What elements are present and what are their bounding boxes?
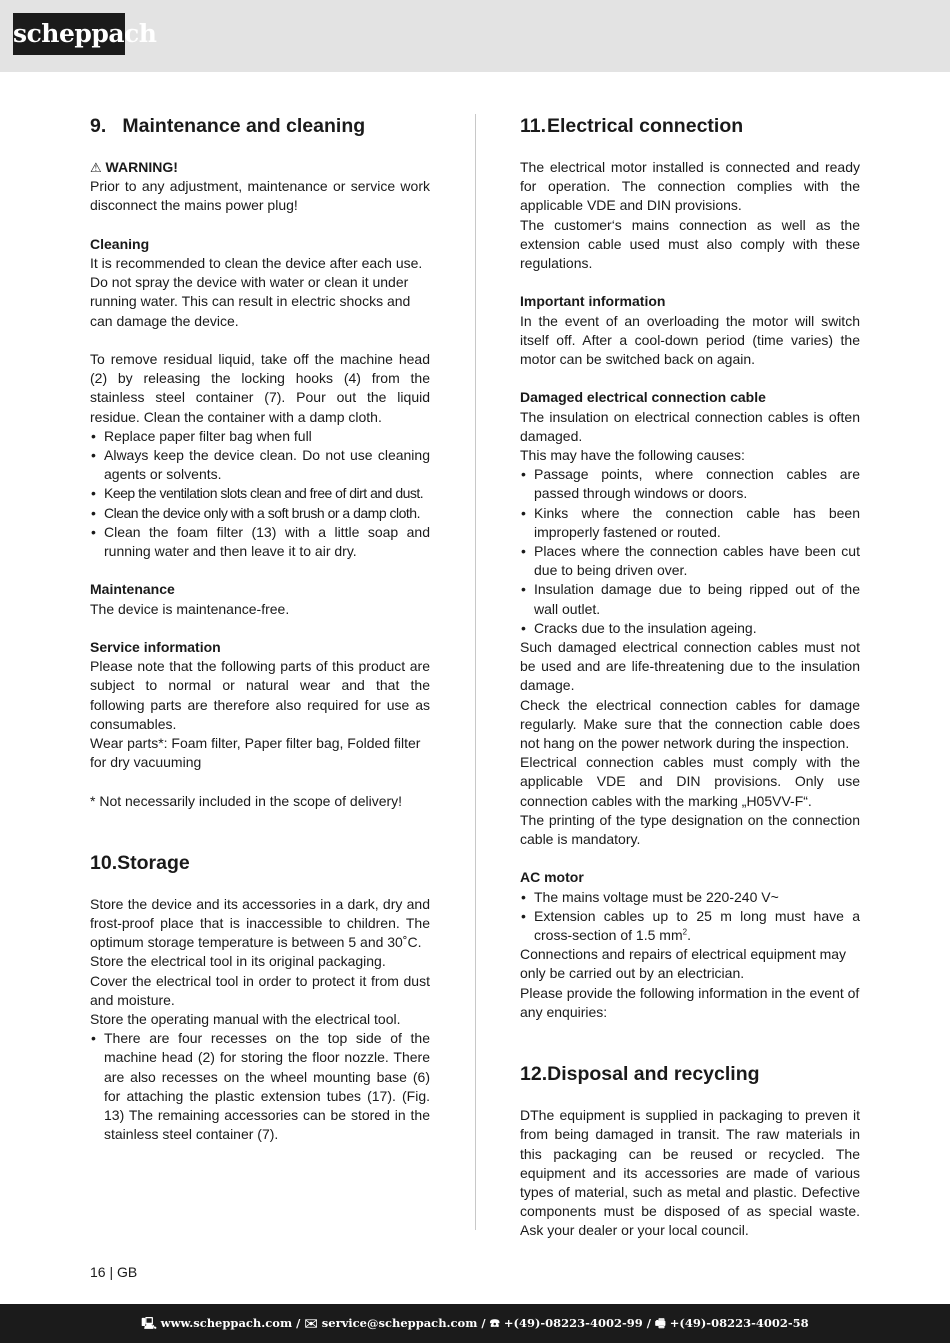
section-12-heading: 12.Disposal and recycling [520,1063,760,1086]
damaged-text-5: Electrical connection cables must comply with the applicable VDE and DIN provisions. Only use connection cables with the marking „H05VV-F“. [520,754,860,809]
list-item: • Places where the connection cables have been cut due to being driven over. [520,542,860,580]
footnote: * Not necessarily included in the scope of delivery! [90,792,403,809]
list-item: • Always keep the device clean. Do not use cleaning agents or solvents. [90,446,430,484]
important-text: In the event of an overloading the motor will switch itself off. After a cool-down period (time varies) the motor can be switched back on again. [520,312,860,368]
important-heading: Important information [520,293,666,310]
damaged-cable-heading: Damaged electrical connection cable [520,389,766,406]
list-item: • There are four recesses on the top side of the machine head (2) for storing the floor nozzle. There are also recesses on the wheel mounting base (6) for attaching the plastic extension tubes (17). (Fig. 13) The remaining accessories can be stored in the stainless steel container (7). [90,1029,430,1144]
damaged-text-2: This may have the following causes: [520,447,745,464]
damaged-text-6: The printing of the type designation on the connection cable is mandatory. [520,811,860,848]
residual-text: To remove residual liquid, take off the machine head (2) by releasing the locking hooks (4) from the stainless steel container (7). Pour out the liquid residue. Clean the container with a damp cloth. [90,351,430,425]
electrical-text-2: The customer‘s mains connection as well as the extension cable used must also comply with these regulations. [520,216,860,272]
section-11-heading: 11.Electrical connection [520,115,744,137]
page-header [0,0,950,72]
section-10-heading: 10.Storage [90,851,190,874]
disposal-text: DThe equipment is supplied in packaging to preven it from being damaged in transit. The raw materials in this packaging can be reused or recycled. The equipment and its accessories are made of various types of material, such as metal and plastic. Defective components must be disposed of as special waste. Ask your dealer or your local council. [520,1107,860,1239]
ac-motor-heading: AC motor [520,869,584,886]
warning-text: Prior to any adjustment, maintenance or service work disconnect the mains power plug! [90,178,430,214]
list-item: • Passage points, where connection cables are passed through windows or doors. [520,465,860,503]
column-divider [475,114,476,1230]
list-item: • Clean the foam filter (13) with a little soap and running water and then leave it to air dry. [90,523,430,561]
storage-text-4: Store the operating manual with the electrical tool. [90,1011,401,1028]
scheppach-logo: scheppach [13,13,125,55]
damaged-text-1: The insulation on electrical connection cables is often damaged. [520,408,860,444]
damaged-text-3: Such damaged electrical connection cables must not be used and are life-threatening due to the insulation damage. [520,639,860,694]
damaged-text-4: Check the electrical connection cables for damage regularly. Make sure that the connection cable does not hang on the power network during the inspection. [520,696,860,752]
cleaning-text: It is recommended to clean the device after each use. Do not spray the device with water or clean it under running water. This can result in electric shocks and can damage the device. [90,255,423,329]
wear-parts-text: Wear parts*: Foam filter, Paper filter bag, Folded filter for dry vacuuming [90,735,421,771]
storage-bullets [90,1029,430,1144]
warning-heading: ⚠ WARNING! [90,159,178,175]
page-number: 16 | GB [90,1264,138,1280]
cleaning-heading: Cleaning [90,235,150,252]
list-item: • Extension cables up to 25 m long must have a cross-section of 1.5 $mm^2$. [520,907,860,945]
warning-icon: ⚠ [90,160,102,175]
list-item: • Keep the ventilation slots clean and free of dirt and dust. [90,484,430,503]
ac-text-1: Connections and repairs of electrical equipment may only be carried out by an electrician. [520,946,847,982]
contact-footer: 🖳 www.scheppach.com / ✉ service@scheppach.com / ☎ +(49)-08223-4002-99 / 🖷 +(49)-08223-4002-58 [0,1304,950,1343]
list-item: • Cracks due to the insulation ageing. [520,619,860,638]
maintenance-text: The device is maintenance-free. [90,600,290,617]
storage-text-2: Store the electrical tool in its original packaging. [90,953,386,970]
list-item: • Kinks where the connection cable has been improperly fastened or routed. [520,504,860,542]
ac-text-2: Please provide the following information in the event of any enquiries: [520,984,860,1020]
left-column [90,112,430,1144]
list-item: • Replace paper filter bag when full [90,427,430,446]
causes-bullets [520,465,860,638]
right-column [520,112,860,1241]
ac-motor-bullets [520,888,860,946]
section-9-heading: 9. Maintenance and cleaning [90,115,366,137]
storage-text-3: Cover the electrical tool in order to protect it from dust and moisture. [90,972,430,1008]
cleaning-bullets [90,427,430,561]
maintenance-heading: Maintenance [90,581,175,598]
list-item: • Insulation damage due to being ripped out of the wall outlet. [520,580,860,618]
list-item: • Clean the device only with a soft brush or a damp cloth. [90,504,430,523]
list-item: • The mains voltage must be 220-240 V~ [520,888,860,907]
service-heading: Service information [90,639,221,656]
electrical-text-1: The electrical motor installed is connected and ready for operation. The connection complies with the applicable VDE and DIN provisions. [520,159,860,214]
storage-text-1: Store the device and its accessories in a dark, dry and frost-proof place that is inaccessible to children. The optimum storage temperature is between 5 and 30˚C. [90,895,430,951]
service-text: Please note that the following parts of this product are subject to normal or natural wear and that the following parts are therefore also required for use as consumables. [90,658,430,732]
